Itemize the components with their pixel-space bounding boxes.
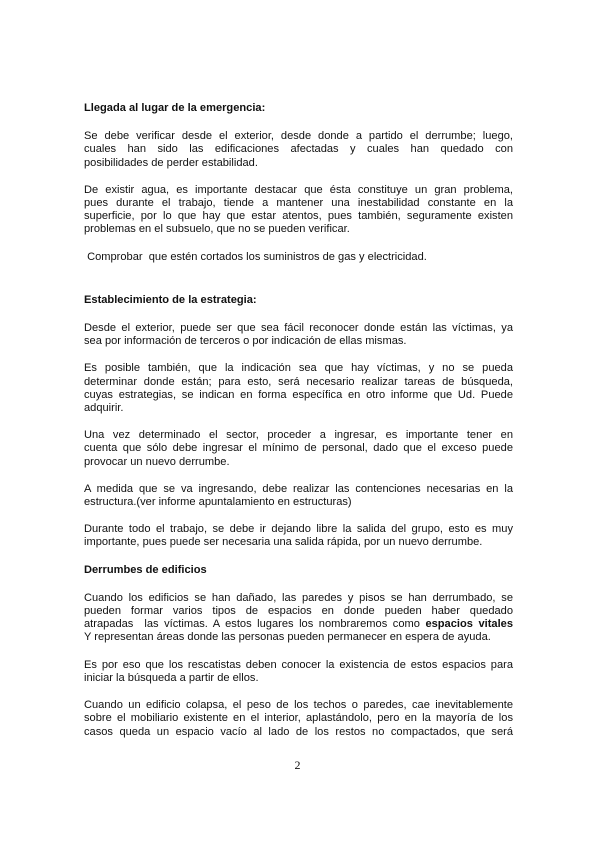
paragraph <box>84 251 513 264</box>
text-line: posibilidades de perder estabilidad. <box>84 156 258 169</box>
text-line: iniciar la búsqueda a partir de ellos. <box>84 671 259 684</box>
text-line: De existir agua, es importante destacar que ésta constituye un gran problema, <box>84 183 513 196</box>
text-line: Cuando los edificios se han dañado, las paredes y pisos se han derrumbado, se <box>84 591 513 604</box>
paragraph <box>84 592 513 645</box>
text-line: sobre el mobiliario existente en el interior, aplastándolo, pero en la mayoría de los <box>84 712 513 725</box>
section-heading-llegada: Llegada al lugar de la emergencia: <box>84 102 266 114</box>
text-line: cuenta que sólo debe ingresar el mínimo de personal, dado que el exceso puede <box>84 442 513 455</box>
text-line: problemas en el subsuelo, que no se pueden verificar. <box>84 223 350 236</box>
text-line: Y representan áreas donde las personas pueden permanecer en espera de ayuda. <box>84 631 491 644</box>
text-line: pues durante el trabajo, tiende a mantener una inestabilidad constante en la <box>84 197 513 210</box>
text-line: superficie, por lo que hay que estar atentos, pues también, seguramente existen <box>84 210 513 223</box>
page-number: 2 <box>294 758 301 772</box>
text-line: cuyas estrategias, se indican en forma específica en otro informe que Ud. Puede <box>84 388 513 401</box>
text-line: provocar un nuevo derrumbe. <box>84 455 230 468</box>
text-line: Desde el exterior, puede ser que sea fácil reconocer donde están las víctimas, ya <box>84 322 513 335</box>
text-fragment: atrapadas las víctimas. A estos lugares los nombraremos como <box>84 618 426 631</box>
text-line: adquirir. <box>84 402 124 415</box>
text-line: Se debe verificar desde el exterior, desde donde a partido el derrumbe; luego, <box>84 130 513 143</box>
paragraph <box>84 659 513 685</box>
text-line <box>84 618 513 631</box>
paragraph <box>84 699 513 739</box>
text-line: casos queda un espacio vacío al lado de los restos no compactados, que será <box>84 725 513 738</box>
paragraph <box>84 362 513 415</box>
paragraph <box>84 483 513 509</box>
text-line: Comprobar que estén cortados los suministros de gas y electricidad. <box>84 250 427 263</box>
text-line: cuales han sido las edificaciones afectadas y cuales han quedado con <box>84 143 513 156</box>
text-line: Cuando un edificio colapsa, el peso de los techos o paredes, cae inevitablemente <box>84 699 513 712</box>
paragraph <box>84 130 513 170</box>
text-line: Durante todo el trabajo, se debe ir dejando libre la salida del grupo, esto es muy <box>84 523 513 536</box>
paragraph <box>84 429 513 469</box>
bold-term: espacios vitales <box>425 618 513 631</box>
section-heading-derrumbes: Derrumbes de edificios <box>84 563 207 576</box>
document-page <box>84 102 513 739</box>
text-line: estructura.(ver informe apuntalamiento en estructuras) <box>84 496 352 509</box>
text-line: sea por información de terceros o por indicación de ellas mismas. <box>84 335 407 348</box>
text-line: importante, pues puede ser necesaria una salida rápida, por un nuevo derrumbe. <box>84 536 483 549</box>
paragraph <box>84 523 513 549</box>
text-line: Es posible también, que la indicación sea que hay víctimas, y no se pueda <box>84 362 513 375</box>
text-line: pueden formar varios tipos de espacios en donde pueden haber quedado <box>84 605 513 618</box>
paragraph <box>84 322 513 348</box>
paragraph <box>84 184 513 237</box>
section-heading-estrategia: Establecimiento de la estrategia: <box>84 293 257 306</box>
text-line: Es por eso que los rescatistas deben conocer la existencia de estos espacios para <box>84 658 513 671</box>
text-line: A medida que se va ingresando, debe realizar las contenciones necesarias en la <box>84 482 513 495</box>
text-line: Una vez determinado el sector, proceder a ingresar, es importante tener en <box>84 429 513 442</box>
text-line: determinar donde están; para esto, será necesario realizar tareas de búsqueda, <box>84 375 513 388</box>
